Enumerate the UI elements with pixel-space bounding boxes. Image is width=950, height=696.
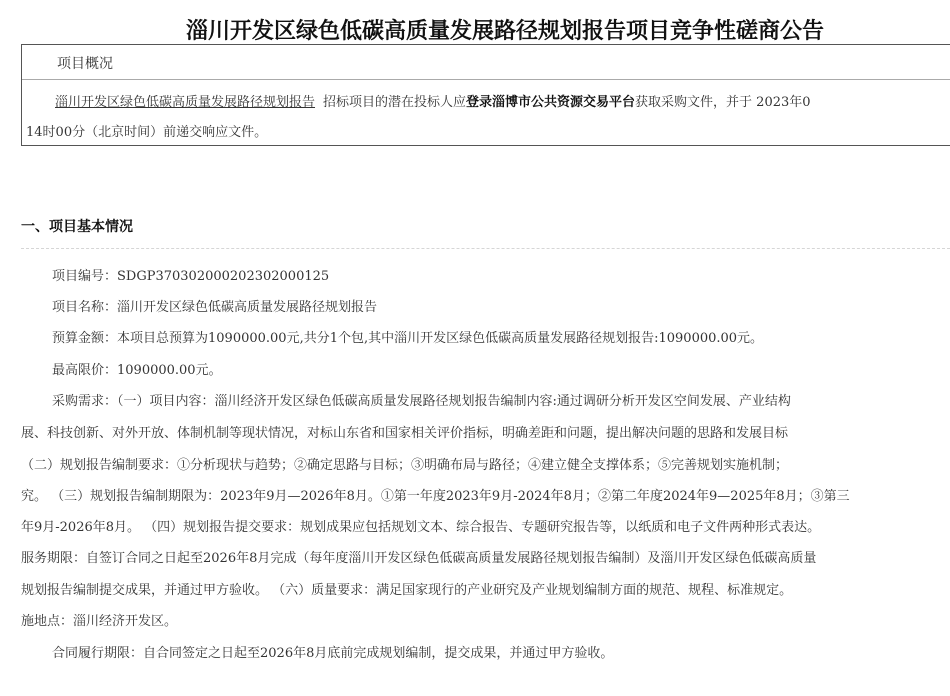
service-period-line-1: 服务期限：自签订合同之日起至2026年8月完成（每年度淄川开发区绿色低碳高质量发展路径规划报告编制）及淄川开发区绿色低碳高质量	[21, 551, 817, 566]
overview-line-2: 14时00分（北京时间）前递交响应文件。	[26, 125, 268, 140]
platform-name: 登录淄博市公共资源交易平台	[466, 95, 636, 110]
page-title: 淄川开发区绿色低碳高质量发展路径规划报告项目竞争性磋商公告	[185, 19, 824, 44]
implementation-location: 施地点：淄川经济开发区。	[21, 614, 178, 629]
contract-period: 合同履行期限：自合同签定之日起至2026年8月底前完成规划编制，提交成果，并通过甲方验收。	[52, 646, 614, 661]
project-name-link[interactable]: 淄川开发区绿色低碳高质量发展路径规划报告	[55, 95, 316, 110]
project-number: 项目编号：SDGP370302000202302000125	[52, 269, 330, 284]
overview-divider	[22, 79, 950, 80]
requirements-line-5: 年9月-2026年8月。 （四）规划报告提交要求：规划成果应包括规划文本、综合报告、专题研究报告等，以纸质和电子文件两种形式表达。	[21, 520, 821, 535]
overview-line-1	[55, 91, 811, 110]
overview-label: 项目概况	[57, 56, 113, 72]
project-name: 项目名称：淄川开发区绿色低碳高质量发展路径规划报告	[52, 300, 378, 315]
section-divider	[21, 248, 950, 249]
requirements-line-1: 采购需求：（一）项目内容：淄川经济开发区绿色低碳高质量发展路径规划报告编制内容:通过调研分析开发区空间发展、产业结构	[52, 394, 791, 409]
requirements-line-2: 展、科技创新、对外开放、体制机制等现状情况，对标山东省和国家相关评价指标，明确差距和问题，提出解决问题的思路和发展目标	[21, 426, 789, 441]
overview-text-before: 招标项目的潜在投标人应	[323, 95, 467, 110]
section-heading-basic-info: 一、项目基本情况	[21, 219, 133, 235]
max-price: 最高限价：1090000.00元。	[52, 363, 222, 378]
service-period-line-2: 规划报告编制提交成果，并通过甲方验收。 （六）质量要求：满足国家现行的产业研究及产业规划编制方面的规范、规程、标准规定。	[21, 583, 793, 598]
requirements-line-3: （二）规划报告编制要求：①分析现状与趋势；②确定思路与目标；③明确布局与路径；④建立健全支撑体系；⑤完善规划实施机制；	[21, 458, 789, 473]
overview-text-after: 获取采购文件，并于 2023年0	[635, 95, 811, 110]
project-overview-box	[21, 44, 950, 146]
requirements-line-4: 究。 （三）规划报告编制期限为：2023年9月—2026年8月。①第一年度2023年9月-2024年8月；②第二年度2024年9—2025年8月；③第三	[21, 489, 850, 504]
budget-amount: 预算金额：本项目总预算为1090000.00元,共分1个包,其中淄川开发区绿色低碳高质量发展路径规划报告:1090000.00元。	[52, 331, 764, 346]
